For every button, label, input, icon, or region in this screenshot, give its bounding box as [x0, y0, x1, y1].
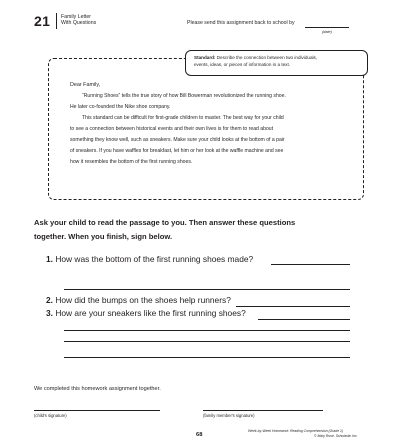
instructions-line2: together. When you finish, sign below.: [34, 232, 173, 241]
page-number: 68: [196, 432, 203, 438]
child-signature-field[interactable]: [34, 410, 160, 411]
worksheet-title-line2: With Questions: [61, 20, 97, 26]
standard-text-line1: Describe the connection between two individuals,: [216, 55, 318, 60]
answer-3-line-c[interactable]: [64, 357, 350, 358]
answer-2-line-a[interactable]: [236, 306, 350, 307]
letter-line: of sneakers. If you have waffles for breakfast, let him or her look at the waffle machine and see: [70, 148, 284, 154]
standard-text-line2: events, ideas, or pieces of information in a text.: [194, 62, 291, 67]
worksheet-title-line1: Family Letter: [61, 14, 91, 20]
date-label: (date): [322, 30, 332, 34]
child-signature-label: (child's signature): [34, 413, 67, 418]
header-divider: [56, 13, 57, 29]
letter-line: This standard can be difficult for first-grade children to master. The best way for your child: [82, 115, 284, 121]
letter-line: to see a connection between historical events and their own lives is for them to read about: [70, 126, 274, 132]
answer-1-line-b[interactable]: [64, 289, 350, 290]
question-2-number: 2.: [46, 295, 53, 305]
footer-credit-line1: Week-by-Week Homework: Reading Comprehension (Grade 1): [248, 429, 344, 433]
question-2: [46, 295, 231, 305]
letter-greeting: Dear Family,: [70, 82, 101, 88]
question-2-text: How did the bumps on the shoes help runners?: [55, 295, 231, 305]
letter-line: He later co-founded the Nike shoe company.: [70, 104, 171, 110]
question-1-number: 1.: [46, 254, 53, 264]
standard-callout: [185, 50, 368, 76]
footer-credit-line2: © Mary Rose, Scholastic Inc.: [314, 434, 358, 438]
due-date-field[interactable]: [305, 27, 349, 28]
answer-3-line-a[interactable]: [258, 319, 350, 320]
completed-statement: We completed this homework assignment together.: [34, 386, 161, 392]
family-signature-label: (family member's signature): [203, 413, 255, 418]
letter-line: “Running Shoes” tells the true story of how Bill Bowerman revolutionized the running shoe.: [82, 93, 286, 99]
letter-line: something they know well, such as sneakers. Make sure your child looks at the bottom of a pair: [70, 137, 285, 143]
answer-1-line-a[interactable]: [271, 264, 350, 265]
question-3-number: 3.: [46, 308, 53, 318]
question-3: [46, 308, 246, 318]
standard-label: Standard:: [194, 55, 216, 60]
letter-line: how it resembles the bottom of the first running shoes.: [70, 159, 193, 165]
question-1: [46, 254, 253, 264]
send-back-instruction: Please send this assignment back to school by: [187, 20, 295, 26]
answer-3-line-b[interactable]: [64, 341, 350, 342]
worksheet-number: 21: [34, 13, 51, 29]
question-3-text: How are your sneakers like the first running shoes?: [55, 308, 246, 318]
instructions-line1: Ask your child to read the passage to you. Then answer these questions: [34, 218, 296, 227]
question-1-text: How was the bottom of the first running shoes made?: [55, 254, 254, 264]
answer-2-line-b[interactable]: [64, 330, 350, 331]
family-signature-field[interactable]: [203, 410, 323, 411]
